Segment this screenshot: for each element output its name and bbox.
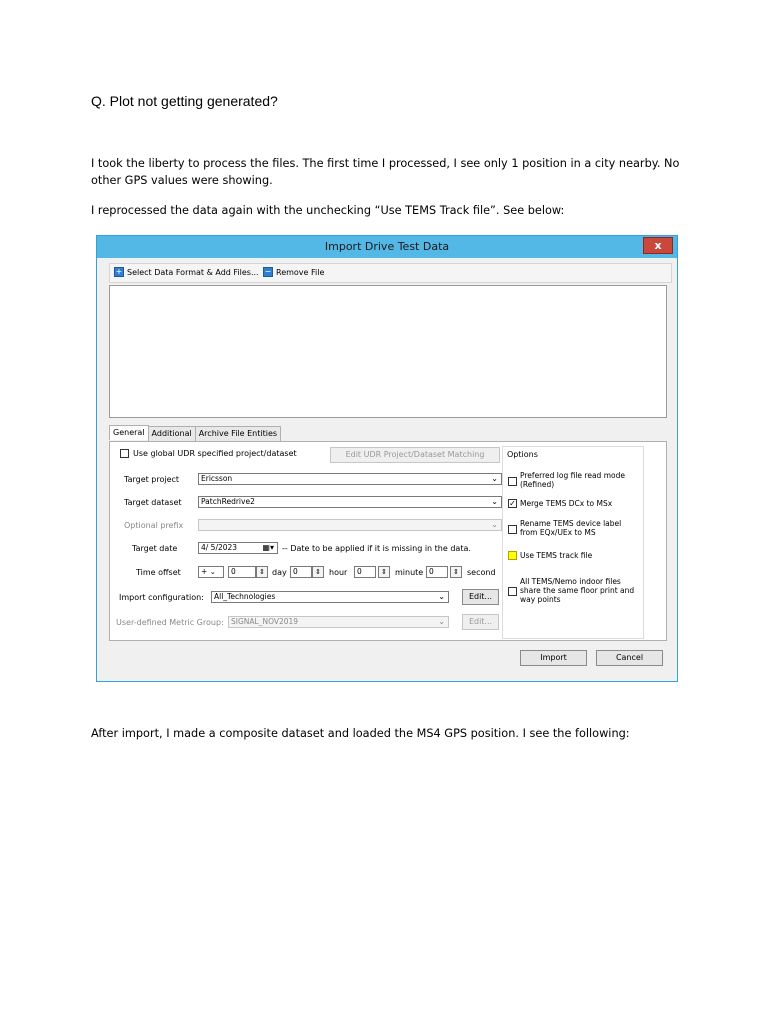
chevron-down-icon: ⌄ bbox=[491, 520, 498, 529]
target-project-select[interactable]: Ericsson ⌄ bbox=[198, 473, 502, 485]
edit-udr-button[interactable]: Edit UDR Project/Dataset Matching bbox=[330, 447, 500, 463]
option-indoor-files-share[interactable]: All TEMS/Nemo indoor files share the same floor print and way points bbox=[508, 577, 642, 604]
sign-select[interactable]: + ⌄ bbox=[198, 566, 224, 578]
tab-archive-file-entities[interactable]: Archive File Entities bbox=[195, 426, 281, 441]
second-input[interactable]: 0 bbox=[426, 566, 448, 578]
hour-input[interactable]: 0 bbox=[290, 566, 312, 578]
metric-group-select[interactable]: SIGNAL_NOV2019 ⌄ bbox=[228, 616, 449, 628]
target-date-label: Target date bbox=[132, 544, 178, 553]
minute-label: minute bbox=[395, 568, 424, 577]
second-label: second bbox=[467, 568, 496, 577]
date-note: -- Date to be applied if it is missing in the data. bbox=[282, 544, 471, 553]
minute-input[interactable]: 0 bbox=[354, 566, 376, 578]
chevron-down-icon: ⌄ bbox=[491, 474, 498, 483]
target-dataset-label: Target dataset bbox=[124, 498, 182, 507]
title-bar bbox=[97, 236, 677, 258]
import-config-label: Import configuration: bbox=[119, 593, 204, 602]
paragraph-after-import: After import, I made a composite dataset and loaded the MS4 GPS position. I see the following: bbox=[91, 727, 630, 740]
import-button[interactable]: Import bbox=[520, 650, 587, 666]
add-icon: + bbox=[115, 267, 123, 276]
edit-import-config-button[interactable]: Edit... bbox=[462, 589, 499, 605]
dialog-title: Import Drive Test Data bbox=[324, 240, 450, 253]
target-dataset-select[interactable]: PatchRedrive2 ⌄ bbox=[198, 496, 502, 508]
select-data-format-button[interactable]: + Select Data Format & Add Files... bbox=[115, 267, 259, 277]
options-group bbox=[502, 446, 644, 639]
chevron-down-icon: ⌄ bbox=[438, 592, 445, 601]
question-heading: Q. Plot not getting generated? bbox=[91, 93, 278, 109]
tab-additional[interactable]: Additional bbox=[148, 426, 196, 441]
import-drive-test-dialog bbox=[96, 235, 678, 682]
import-config-select[interactable]: All_Technologies ⌄ bbox=[211, 591, 449, 603]
remove-file-button[interactable]: − Remove File bbox=[264, 267, 325, 277]
target-project-label: Target project bbox=[124, 475, 180, 484]
tab-general[interactable]: General bbox=[109, 425, 149, 440]
day-label: day bbox=[272, 568, 287, 577]
day-spinner[interactable]: ⇕ bbox=[256, 566, 268, 578]
cancel-button[interactable]: Cancel bbox=[596, 650, 663, 666]
option-use-tems-track[interactable]: Use TEMS track file bbox=[508, 551, 592, 560]
calendar-icon: ▦▾ bbox=[262, 543, 274, 552]
file-list[interactable] bbox=[109, 285, 667, 418]
tab-strip bbox=[109, 426, 280, 441]
option-merge-tems[interactable]: ✓ Merge TEMS DCx to MSx bbox=[509, 499, 613, 508]
target-date-picker[interactable]: 4/ 5/2023 ▦▾ bbox=[198, 542, 278, 554]
remove-icon: − bbox=[264, 267, 272, 276]
options-title: Options bbox=[507, 450, 538, 459]
paragraph-reprocessed: I reprocessed the data again with the unchecking “Use TEMS Track file”. See below: bbox=[91, 204, 565, 217]
minute-spinner[interactable]: ⇕ bbox=[378, 566, 390, 578]
second-spinner[interactable]: ⇕ bbox=[450, 566, 462, 578]
paragraph-processing: I took the liberty to process the files. The first time I processed, I see only 1 position in a city nearby. No other GPS values were showing. bbox=[91, 157, 680, 187]
option-rename-tems-device[interactable]: Rename TEMS device label from EQx/UEx to MS bbox=[508, 519, 640, 537]
use-global-udr-checkbox[interactable]: Use global UDR specified project/dataset bbox=[120, 449, 297, 458]
chevron-down-icon: ⌄ bbox=[438, 617, 445, 626]
optional-prefix-label: Optional prefix bbox=[124, 521, 184, 530]
hour-spinner[interactable]: ⇕ bbox=[312, 566, 324, 578]
edit-metric-group-button[interactable]: Edit... bbox=[462, 614, 499, 630]
day-input[interactable]: 0 bbox=[228, 566, 256, 578]
option-preferred-log-read[interactable]: Preferred log file read mode (Refined) bbox=[508, 471, 630, 489]
chevron-down-icon: ⌄ bbox=[491, 497, 498, 506]
metric-group-label: User-defined Metric Group: bbox=[116, 618, 224, 627]
hour-label: hour bbox=[329, 568, 348, 577]
time-offset-label: Time offset bbox=[136, 568, 181, 577]
close-button[interactable]: x bbox=[643, 237, 673, 254]
optional-prefix-select[interactable] bbox=[198, 519, 502, 531]
toolbar bbox=[109, 263, 672, 283]
